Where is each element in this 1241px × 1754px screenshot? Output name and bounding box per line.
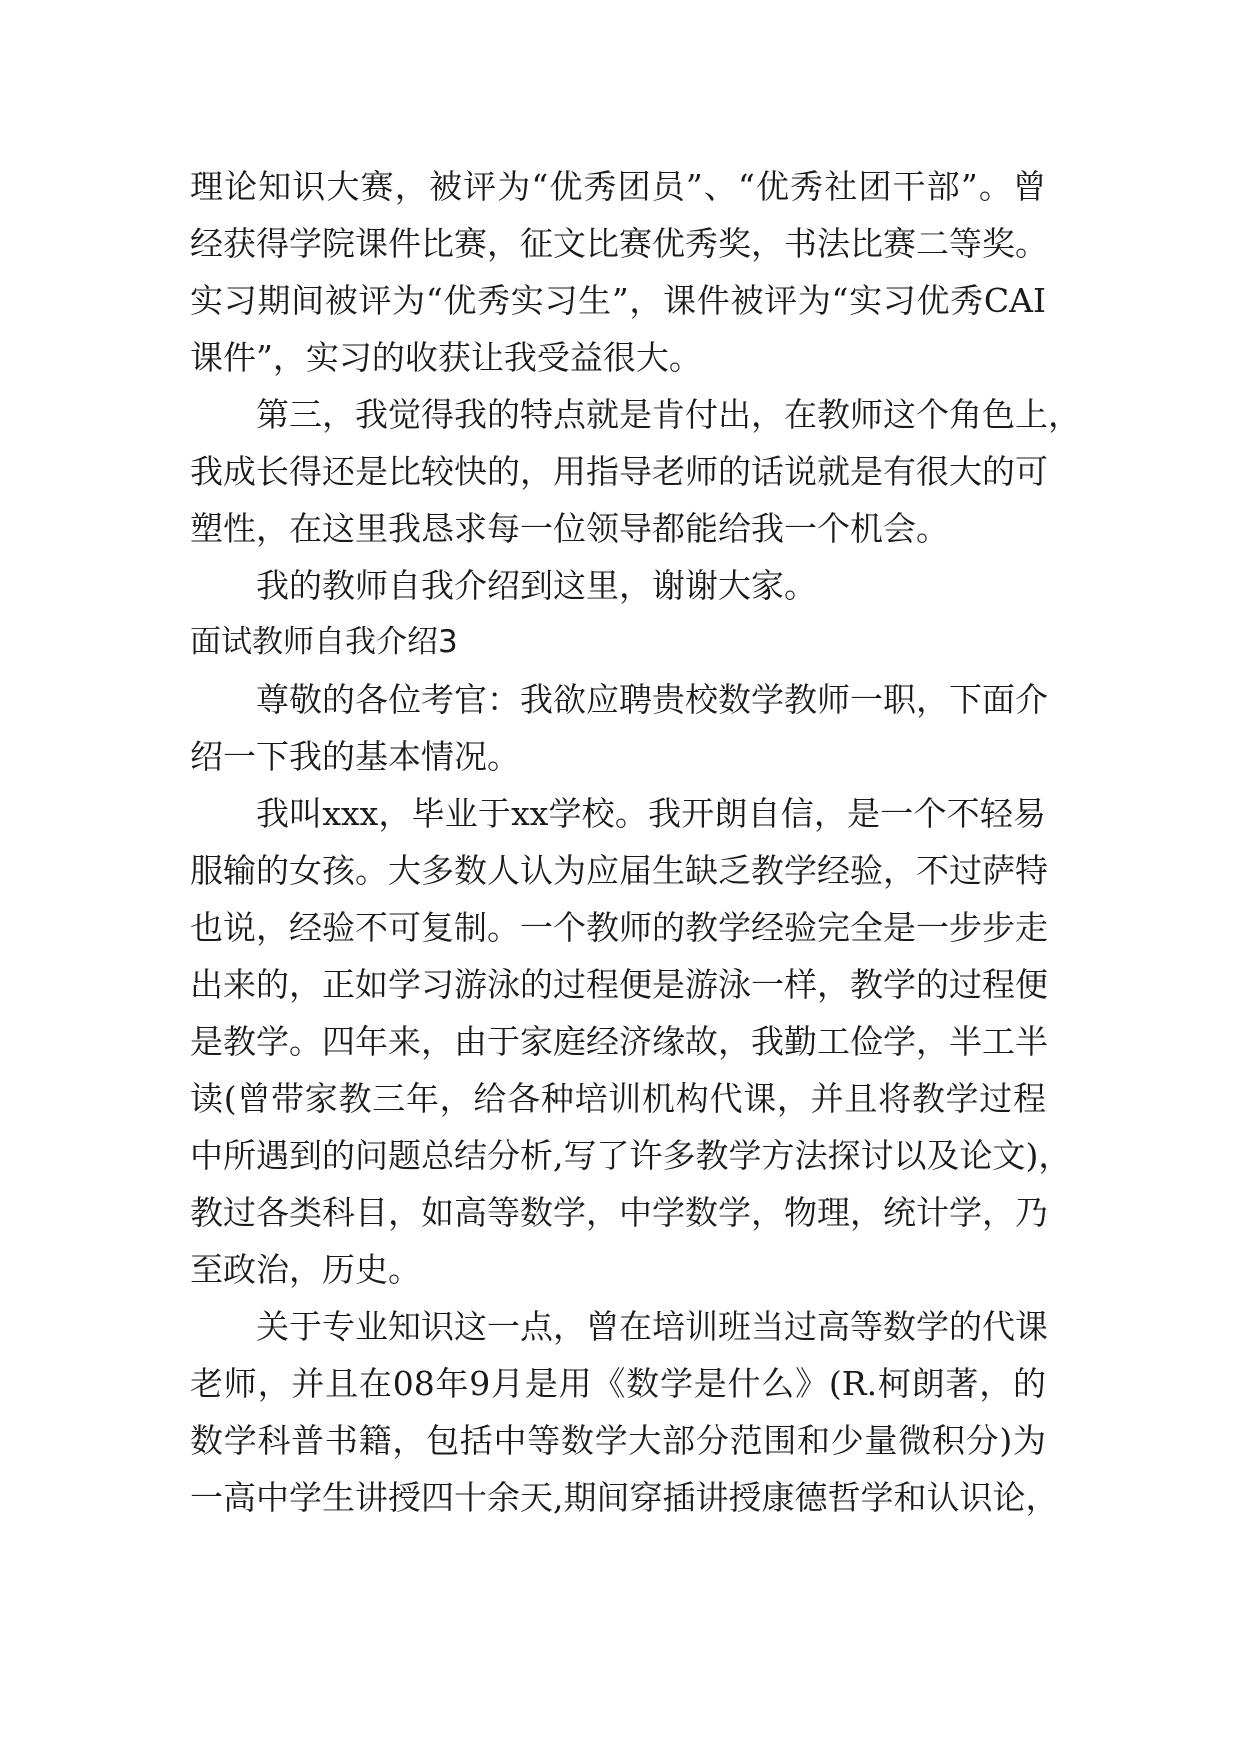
- document-body: [190, 158, 1081, 1526]
- text-line: 教过各类科目，如高等数学，中学数学，物理，统计学，乃: [190, 1193, 1048, 1232]
- section-heading: 面试教师自我介绍3: [190, 624, 458, 660]
- text-line: 塑性，在这里我恳求每一位领导都能给我一个机会。: [190, 509, 949, 548]
- text-line: 经获得学院课件比赛，征文比赛优秀奖，书法比赛二等奖。: [190, 224, 1048, 263]
- text-line: 第三，我觉得我的特点就是肯付出，在教师这个角色上，: [256, 395, 1081, 434]
- text-line: 读(曾带家教三年，给各种培训机构代课，并且将教学过程: [190, 1079, 1046, 1118]
- text-line: 出来的，正如学习游泳的过程便是游泳一样，教学的过程便: [190, 965, 1048, 1004]
- text-line: 老师，并且在08年9月是用《数学是什么》(R.柯朗著，的: [190, 1364, 1046, 1403]
- text-line: 尊敬的各位考官：我欲应聘贵校数学教师一职，下面介: [256, 680, 1048, 719]
- text-line: 我成长得还是比较快的，用指导老师的话说就是有很大的可: [190, 452, 1048, 491]
- text-line: 关于专业知识这一点，曾在培训班当过高等数学的代课: [256, 1307, 1048, 1346]
- text-line: 我的教师自我介绍到这里，谢谢大家。: [256, 566, 817, 605]
- text-line: 数学科普书籍，包括中等数学大部分范围和少量微积分)为: [190, 1421, 1046, 1460]
- text-line: 服输的女孩。大多数人认为应届生缺乏教学经验，不过萨特: [190, 851, 1048, 890]
- text-line: 是教学。四年来，由于家庭经济缘故，我勤工俭学，半工半: [190, 1022, 1048, 1061]
- text-line: 课件”，实习的收获让我受益很大。: [190, 338, 702, 377]
- text-line: 至政治，历史。: [190, 1250, 421, 1289]
- text-line: 一高中学生讲授四十余天,期间穿插讲授康德哲学和认识论，: [190, 1478, 1059, 1517]
- text-line: 绍一下我的基本情况。: [190, 737, 520, 776]
- text-line: 中所遇到的问题总结分析,写了许多教学方法探讨以及论文)，: [190, 1136, 1072, 1175]
- text-line: 理论知识大赛，被评为“优秀团员”、“优秀社团干部”。曾: [190, 167, 1046, 206]
- text-line: 我叫xxx，毕业于xx学校。我开朗自信，是一个不轻易: [256, 794, 1046, 833]
- text-line: 实习期间被评为“优秀实习生”，课件被评为“实习优秀CAI: [190, 281, 1046, 320]
- text-line: 也说，经验不可复制。一个教师的教学经验完全是一步步走: [190, 908, 1048, 947]
